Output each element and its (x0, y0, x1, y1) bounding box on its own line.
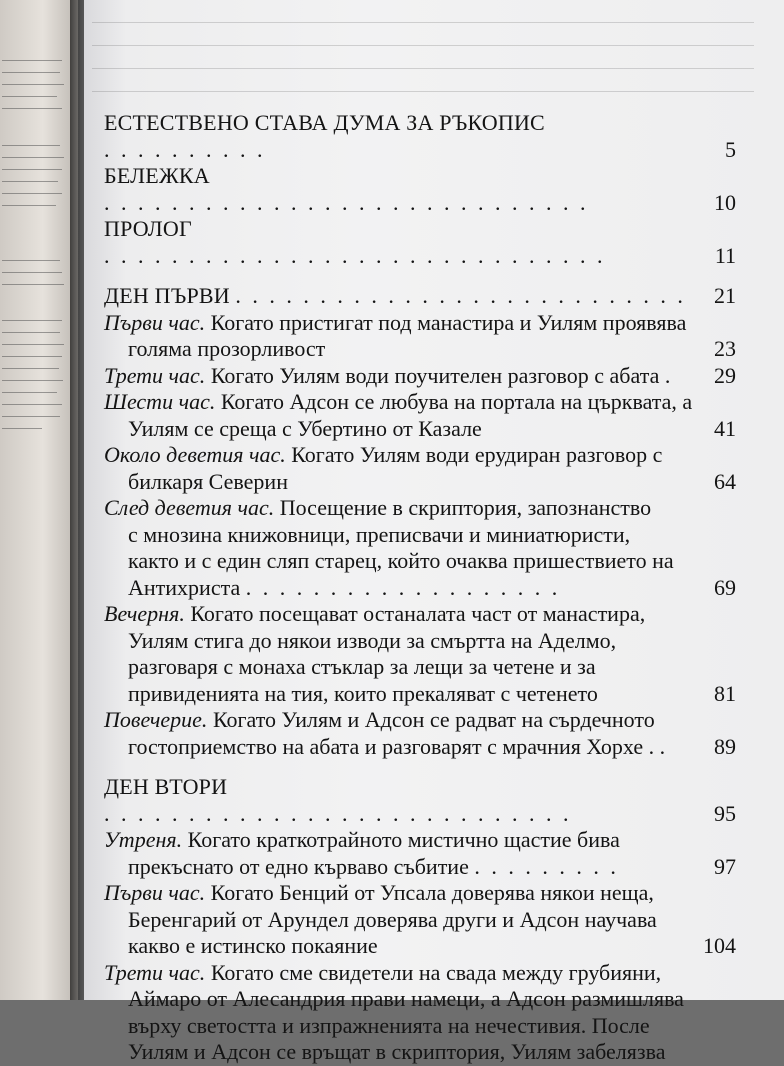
toc-entry (104, 442, 736, 495)
toc-title: ПРОЛОГ (104, 216, 192, 241)
toc-entry (104, 389, 736, 442)
toc-entry: Повечерие. Когато Уилям и Адсон се радват на сърдечното гостоприемство на абата и разговарят с мрачния Хорхе . . 89 (104, 707, 736, 759)
entry-line: прекъснато от едно кърваво събитие (128, 853, 469, 879)
canonical-hour: Шести час. (104, 389, 216, 414)
toc-page-number: 69 (714, 574, 736, 600)
entry-line: билкаря Северин (128, 468, 288, 494)
toc-entry (104, 960, 736, 1066)
entry-line: върху светостта и изпражненията на нечестивия. После (128, 1012, 650, 1038)
toc-title: БЕЛЕЖКА (104, 163, 210, 188)
entry-line: Когато краткотрайното мистично щастие бива (187, 827, 620, 852)
entry-line: Когато Уилям води ерудиран разговор с (291, 442, 663, 467)
entry-line: Уилям се среща с Убертино от Казале (128, 415, 482, 441)
entry-line: Когато посещават останалата част от манастира, (190, 601, 646, 626)
toc-entry: След деветия час. Посещение в скриптория, запознанство с мнозина книжовници, преписвачи и миниатюристи, както и с един сляп старец, който очаква пришествието на Антихриста . . . . . . . . . . . . . . . . . . . 69 (104, 495, 736, 600)
day-two-heading: ДЕН ВТОРИ . . . . . . . . . . . . . . . . . . . . . . . . . . . . 95 (104, 774, 736, 826)
canonical-hour: След деветия час. (104, 495, 275, 520)
entry-line: Когато Уилям води поучителен разговор с абата (210, 362, 660, 388)
toc-page-number: 21 (714, 283, 736, 308)
canonical-hour: Повечерие. (104, 707, 208, 732)
toc-page-number: 41 (714, 415, 736, 441)
toc-page-number: 23 (714, 336, 736, 361)
entry-line: гостоприемство на абата и разговарят с мрачния Хорхе (128, 733, 644, 759)
canonical-hour: Трети час. (104, 959, 206, 985)
canonical-hour: Около деветия час. (104, 442, 286, 467)
table-of-contents (104, 110, 736, 1066)
left-page-edge (0, 0, 78, 1000)
toc-page-number: 104 (703, 933, 736, 958)
canonical-hour: Първи час. (104, 309, 206, 335)
canonical-hour: Първи час. (104, 880, 206, 905)
entry-line: Посещение в скриптория, запознанство (279, 495, 652, 520)
entry-line: Беренгарий от Арундел доверява други и Адсон научава (128, 906, 657, 932)
entry-line: Когато Уилям и Адсон се радват на сърдечното (212, 707, 655, 732)
toc-entry: Утреня. Когато краткотрайното мистично щастие бива прекъснато от едно кърваво събитие . . . . . . . . . 97 (104, 827, 736, 879)
toc-page-number: 89 (714, 733, 736, 759)
toc-entry (104, 310, 736, 363)
canonical-hour: Вечерня. (104, 601, 185, 626)
toc-entry: ЕСТЕСТВЕНО СТАВА ДУМА ЗА РЪКОПИС . . . . . . . . . . 5 (104, 110, 736, 162)
entry-line: Уилям стига до някои изводи за смъртта на Аделмо, (128, 627, 617, 653)
day-one-heading: ДЕН ПЪРВИ . . . . . . . . . . . . . . . . . . . . . . . . . . . 21 (104, 283, 736, 308)
entry-line: Когато сме свидетели на свада между грубияни, (210, 959, 662, 985)
entry-line: голяма прозорливост (128, 336, 326, 361)
entry-line: Когато Бенций от Упсала доверява някои неща, (210, 880, 654, 905)
toc-entry (104, 880, 736, 960)
toc-entry (104, 601, 736, 707)
toc-page-number: 11 (714, 242, 736, 268)
toc-entry: Трети час. Когато Уилям води поучителен разговор с абата . 29 (104, 362, 736, 388)
toc-title: ЕСТЕСТВЕНО СТАВА ДУМА ЗА РЪКОПИС (104, 110, 545, 135)
canonical-hour: Трети час. (104, 362, 206, 388)
toc-page-number: 5 (725, 136, 736, 162)
toc-page-number: 97 (714, 853, 736, 879)
entry-line: Когато пристигат под манастира и Уилям проявява (210, 309, 687, 335)
entry-line: с мнозина книжовници, преписвачи и миниатюристи, (128, 521, 631, 547)
toc-entry: ПРОЛОГ . . . . . . . . . . . . . . . . . . . . . . . . . . . . . . 11 (104, 216, 736, 268)
day-title: ДЕН ВТОРИ (104, 774, 228, 799)
day-title: ДЕН ПЪРВИ (104, 283, 230, 308)
entry-line: какво е истинско покаяние (128, 933, 378, 958)
canonical-hour: Утреня. (104, 827, 183, 852)
toc-page-number: 64 (714, 468, 736, 494)
entry-line: както и с един сляп старец, който очаква пришествието на (128, 548, 674, 573)
toc-entry: БЕЛЕЖКА . . . . . . . . . . . . . . . . . . . . . . . . . . . . . 10 (104, 163, 736, 215)
entry-line: привиденията на тия, които прекаляват с четенето (128, 680, 598, 706)
toc-page-number: 29 (714, 362, 736, 388)
toc-page-number: 81 (714, 680, 736, 706)
entry-line: Когато Адсон се любува на портала на църквата, а (220, 389, 693, 414)
toc-page-number: 95 (714, 800, 736, 826)
toc-page-number: 10 (714, 189, 736, 215)
entry-line: Антихриста (128, 574, 241, 600)
entry-line: Уилям и Адсон се връщат в скриптория, Уилям забелязва (128, 1039, 666, 1064)
entry-line: разговаря с монаха стъклар за лещи за четене и за (128, 654, 596, 679)
entry-line: Аймаро от Алесандрия прави намеци, а Адсон размишлява (128, 986, 684, 1011)
bleed-through-text (92, 0, 784, 110)
